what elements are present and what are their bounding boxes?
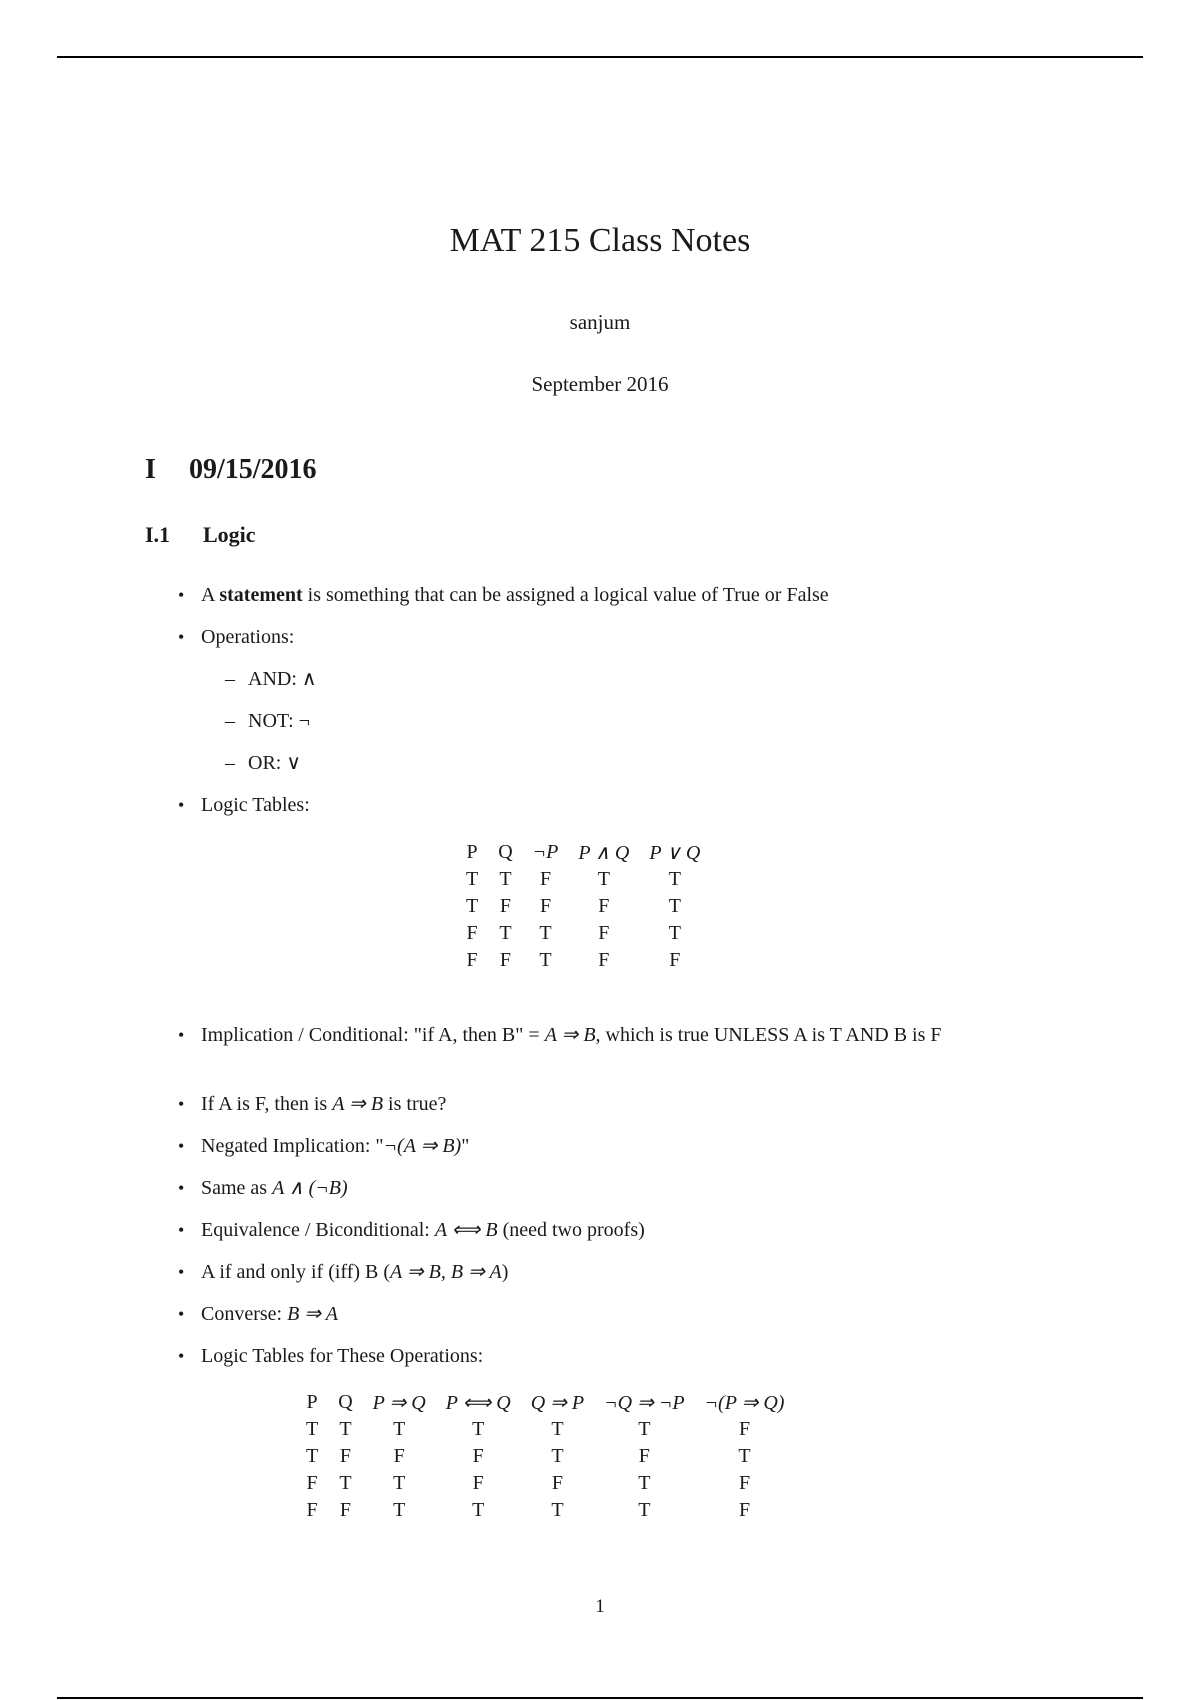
table-header: P ⇒ Q	[372, 1392, 426, 1414]
truth-table-operations	[296, 1389, 794, 1524]
table-cell: F	[499, 949, 511, 971]
table-cell: T	[306, 1445, 319, 1467]
table-cell: T	[339, 1418, 352, 1440]
table-row	[456, 920, 710, 947]
math-expression: A ∧ (¬B)	[272, 1177, 348, 1199]
table-cell: F	[472, 1445, 484, 1467]
table-row	[456, 866, 710, 893]
bullet-icon: •	[178, 1025, 185, 1045]
table-cell: F	[598, 922, 610, 944]
bullet-icon: •	[178, 795, 185, 815]
table-header: P	[306, 1391, 318, 1413]
table-row	[456, 893, 710, 920]
table-cell: T	[551, 1499, 564, 1521]
bottom-rule	[57, 1697, 1143, 1699]
table-cell: T	[472, 1499, 485, 1521]
list-item-iff: • A if and only if (iff) B (A ⇒ B, B ⇒ A)	[178, 1261, 509, 1283]
bullet-icon: •	[178, 1262, 185, 1282]
table-cell: T	[306, 1418, 319, 1440]
table-cell: F	[306, 1472, 318, 1494]
table-cell: F	[339, 1499, 351, 1521]
section-number: I	[145, 454, 156, 485]
subsection-title: Logic	[203, 522, 256, 547]
table-cell: F	[472, 1472, 484, 1494]
top-rule	[57, 56, 1143, 58]
table-cell: T	[551, 1445, 564, 1467]
table-cell: T	[472, 1418, 485, 1440]
bullet-icon: •	[178, 627, 185, 647]
table-cell: F	[539, 895, 552, 917]
table-header: P ∧ Q	[578, 842, 630, 864]
list-item-equivalence: • Equivalence / Biconditional: A ⟺ B (need two proofs)	[178, 1219, 645, 1241]
table-cell: F	[339, 1445, 351, 1467]
table-cell: F	[499, 895, 511, 917]
dash-icon: –	[225, 710, 235, 732]
table-cell: F	[393, 1445, 405, 1467]
bullet-icon: •	[178, 1304, 185, 1324]
table-cell: F	[738, 1418, 751, 1440]
table-header: P ⟺ Q	[445, 1392, 511, 1414]
bullet-icon: •	[178, 585, 185, 605]
table-header: ¬(P ⇒ Q)	[704, 1392, 785, 1414]
table-header-row	[296, 1389, 794, 1416]
table-cell: T	[393, 1499, 406, 1521]
sub-item-and: – AND: ∧	[225, 668, 317, 690]
list-item-operations: • Operations:	[178, 626, 295, 648]
table-cell: F	[466, 949, 478, 971]
list-item-converse: • Converse: B ⇒ A	[178, 1303, 338, 1325]
table-row	[456, 947, 710, 974]
table-header: Q	[338, 1391, 353, 1413]
table-cell: T	[466, 895, 479, 917]
document-title: MAT 215 Class Notes	[449, 222, 751, 259]
truth-table-basic	[456, 839, 710, 974]
page-number: 1	[595, 1596, 605, 1617]
bullet-icon: •	[178, 1346, 185, 1366]
table-cell: T	[499, 868, 512, 890]
table-cell: T	[668, 895, 681, 917]
table-cell: T	[551, 1418, 564, 1440]
table-cell: F	[669, 949, 681, 971]
section-heading	[145, 454, 317, 486]
list-item-implication: • Implication / Conditional: "if A, then B" = A ⇒ B, which is true UNLESS A is T AND B is F	[178, 1024, 942, 1046]
list-item-statement: • A statement is something that can be assigned a logical value of True or False	[178, 584, 829, 606]
list-item-logic-tables-ops: • Logic Tables for These Operations:	[178, 1345, 484, 1367]
bullet-icon: •	[178, 1178, 185, 1198]
table-cell: T	[668, 922, 681, 944]
table-row	[296, 1443, 794, 1470]
table-cell: F	[738, 1472, 751, 1494]
table-cell: T	[738, 1445, 751, 1467]
table-cell: T	[393, 1472, 406, 1494]
document-date: September 2016	[531, 372, 669, 396]
list-item-same-as: • Same as A ∧ (¬B)	[178, 1177, 348, 1199]
table-cell: F	[466, 922, 478, 944]
table-cell: F	[598, 949, 610, 971]
table-header: ¬Q ⇒ ¬P	[604, 1392, 685, 1414]
bullet-icon: •	[178, 1220, 185, 1240]
table-header-row	[456, 839, 710, 866]
table-cell: F	[551, 1472, 563, 1494]
dash-icon: –	[225, 752, 235, 774]
list-item-if-a-false: • If A is F, then is A ⇒ B is true?	[178, 1093, 447, 1115]
table-cell: T	[393, 1418, 406, 1440]
table-row	[296, 1497, 794, 1524]
math-expression: A ⇒ B, B ⇒ A	[390, 1261, 502, 1283]
term-statement: statement	[219, 584, 303, 606]
bullet-icon: •	[178, 1136, 185, 1156]
table-cell: T	[539, 949, 552, 971]
table-header: Q	[498, 841, 513, 863]
dash-icon: –	[225, 668, 235, 690]
math-expression: A ⇒ B	[332, 1093, 384, 1115]
table-cell: T	[638, 1418, 651, 1440]
table-cell: T	[466, 868, 479, 890]
table-row	[296, 1416, 794, 1443]
table-header: ¬P	[532, 841, 559, 863]
table-cell: T	[339, 1472, 352, 1494]
bullet-icon: •	[178, 1094, 185, 1114]
table-header: P	[466, 841, 478, 863]
table-cell: T	[668, 868, 681, 890]
table-cell: T	[539, 922, 552, 944]
math-expression: A ⇒ B	[544, 1024, 596, 1046]
table-cell: F	[738, 1499, 751, 1521]
table-row	[296, 1470, 794, 1497]
subsection-number: I.1	[145, 522, 171, 547]
table-header: Q ⇒ P	[530, 1392, 585, 1414]
math-expression: B ⇒ A	[287, 1303, 338, 1325]
sub-item-not: – NOT: ¬	[225, 710, 310, 732]
subsection-heading	[145, 522, 256, 548]
table-cell: T	[638, 1472, 651, 1494]
table-cell: F	[306, 1499, 318, 1521]
table-cell: T	[597, 868, 610, 890]
section-title: 09/15/2016	[189, 454, 317, 485]
list-item-logic-tables: • Logic Tables:	[178, 794, 310, 816]
table-header: P ∨ Q	[649, 842, 701, 864]
table-cell: F	[638, 1445, 650, 1467]
table-cell: F	[539, 868, 552, 890]
table-cell: T	[499, 922, 512, 944]
table-cell: F	[598, 895, 610, 917]
document-author: sanjum	[569, 310, 631, 334]
math-expression: A ⟺ B	[434, 1219, 498, 1241]
table-cell: T	[638, 1499, 651, 1521]
list-item-negated-implication: • Negated Implication: "¬(A ⇒ B)"	[178, 1135, 470, 1157]
math-expression: ¬(A ⇒ B)	[383, 1135, 462, 1157]
sub-item-or: – OR: ∨	[225, 752, 301, 774]
